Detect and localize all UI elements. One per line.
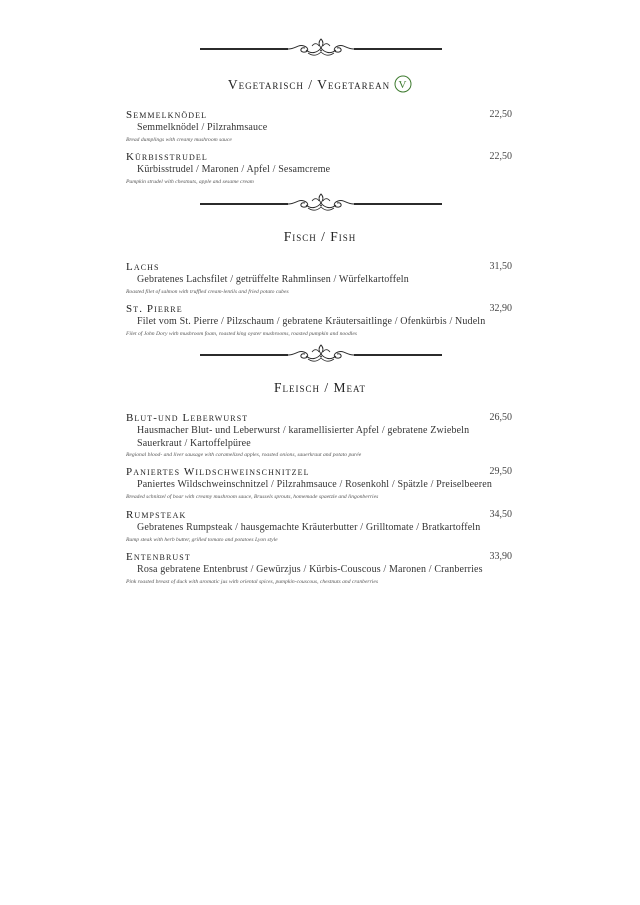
svg-text:V: V (398, 79, 408, 91)
item-english: Pink roasted breast of duck with aromatic jus with oriental spices, pumpkin-couscous, chestnuts and cranberries (126, 578, 379, 585)
menu-item (126, 465, 512, 502)
item-price: 26,50 (489, 412, 512, 423)
item-english: Pumpkin strudel with chestnuts, apple and sesame cream (126, 178, 254, 185)
item-description-line2: Sauerkraut / Kartoffelpüree (137, 437, 251, 449)
item-name: St. Pierre (126, 303, 183, 315)
item-english: Bread dumplings with creamy mushroom sauce (126, 136, 232, 143)
item-price: 32,90 (489, 303, 512, 314)
menu-item (126, 150, 512, 187)
item-name: Semmelknödel (126, 109, 208, 121)
ornament-divider (200, 38, 442, 60)
item-english: Roasted filet of salmon with truffled cream-lentils and fried potato cubes (126, 288, 289, 295)
item-description: Paniertes Wildschweinschnitzel / Pilzrahmsauce / Rosenkohl / Spätzle / Preiselbeeren (137, 479, 492, 490)
item-description: Gebratenes Rumpsteak / hausgemachte Kräuterbutter / Grilltomate / Bratkartoffeln (137, 522, 481, 533)
item-name: Paniertes Wildschweinschnitzel (126, 466, 310, 478)
menu-item (126, 260, 512, 297)
item-english: Regional blood- and liver sausage with caramelized apples, roasted onions, sauerkraut and potato purée (126, 452, 362, 458)
section-title-fish: Fisch / Fish (283, 229, 357, 244)
item-price: 29,50 (489, 466, 512, 477)
menu-item (126, 302, 512, 339)
menu-item (126, 508, 512, 545)
item-price: 22,50 (489, 109, 512, 120)
item-name: Kürbisstrudel (126, 151, 208, 163)
menu-item (126, 108, 512, 145)
item-english: Filet of John Dory with mushroom foam, roasted king oyster mushrooms, roasted pumpkin and noodles (126, 330, 357, 337)
item-name: Rumpsteak (126, 509, 187, 521)
item-name: Lachs (126, 261, 160, 273)
menu-item (126, 411, 512, 460)
section-title-vegetarian: Vegetarisch / Vegetarean V (0, 75, 640, 97)
item-price: 22,50 (489, 151, 512, 162)
item-english: Rump steak with herb butter, grilled tomato and potatoes Lyon style (126, 536, 278, 543)
item-description: Kürbisstrudel / Maronen / Apfel / Sesamcreme (137, 164, 331, 175)
item-price: 33,90 (489, 551, 512, 562)
item-price: 34,50 (489, 509, 512, 520)
item-description: Hausmacher Blut- und Leberwurst / karamellisierter Apfel / gebratene Zwiebeln (137, 425, 470, 436)
item-name: Entenbrust (126, 551, 191, 563)
item-description: Filet vom St. Pierre / Pilzschaum / gebratene Kräutersaitlinge / Ofenkürbis / Nudeln (137, 316, 486, 327)
item-description: Gebratenes Lachsfilet / getrüffelte Rahmlinsen / Würfelkartoffeln (137, 274, 409, 285)
ornament-divider (200, 193, 442, 215)
item-name: Blut-und Leberwurst (126, 412, 249, 424)
vegetarian-badge-icon (394, 75, 412, 97)
item-description: Rosa gebratene Entenbrust / Gewürzjus / Kürbis-Couscous / Maronen / Cranberries (137, 564, 483, 575)
ornament-divider (200, 344, 442, 366)
menu-item (126, 550, 512, 587)
item-english: Breaded schnitzel of boar with creamy mushroom sauce, Brussels sprouts, homemade spaetzle and lingonberries (126, 493, 379, 500)
item-price: 31,50 (489, 261, 512, 272)
section-title-meat: Fleisch / Meat (273, 380, 366, 395)
item-description: Semmelknödel / Pilzrahmsauce (137, 122, 268, 133)
